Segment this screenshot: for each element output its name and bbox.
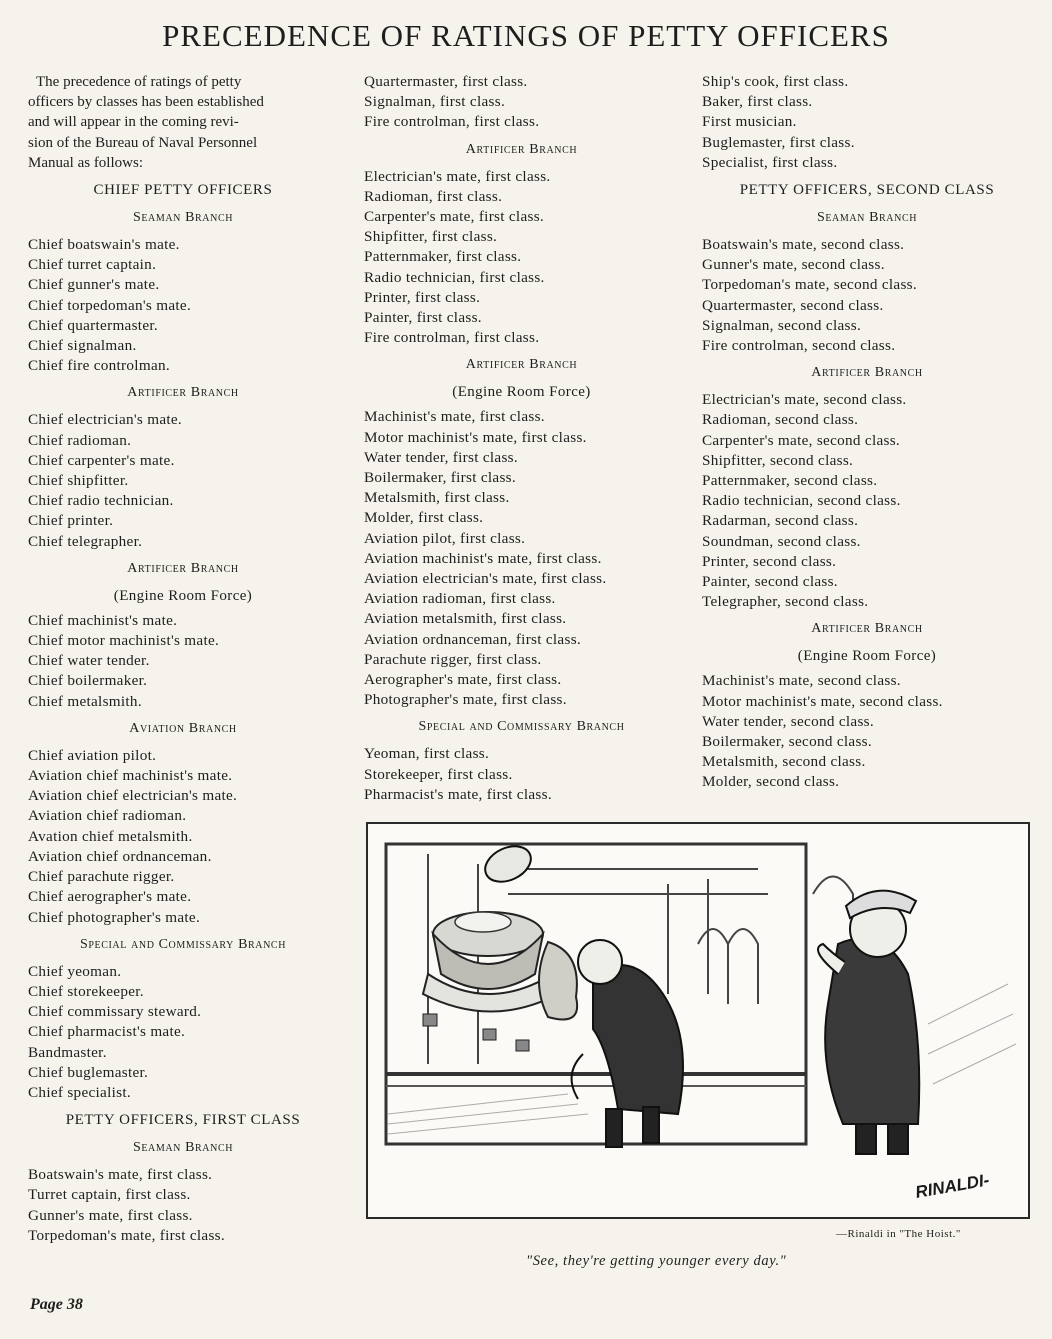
rating-item: Radioman, second class. (702, 411, 859, 429)
rating-item: Avation chief metalsmith. (28, 827, 193, 845)
sub-heading: (Engine Room Force) (452, 384, 591, 401)
rating-item: Chief metalsmith. (28, 692, 142, 710)
column-1 (28, 72, 338, 1246)
cartoon-signature: RINALDI- (913, 1170, 991, 1202)
rating-item: Metalsmith, second class. (702, 753, 866, 771)
rating-item: Photographer's mate, first class. (364, 691, 567, 709)
rating-item: Chief buglemaster. (28, 1063, 149, 1081)
rating-item: Baker, first class. (702, 93, 813, 111)
rating-item: Specialist, first class. (702, 153, 838, 171)
branch-heading: Seaman Branch (132, 1140, 234, 1156)
rating-item: Machinist's mate, first class. (364, 408, 545, 426)
rating-item: Chief aviation pilot. (28, 746, 157, 764)
rating-item: Aviation pilot, first class. (364, 529, 526, 547)
rating-item: Patternmaker, second class. (702, 472, 878, 490)
rating-item: Electrician's mate, second class. (702, 391, 907, 409)
section-heading: CHIEF PETTY OFFICERS (93, 182, 273, 199)
cartoon-credit: —Rinaldi in "The Hoist." (836, 1228, 961, 1240)
rating-item: Printer, second class. (702, 552, 837, 570)
rating-item: Fire controlman, second class. (702, 337, 896, 355)
rating-item: Gunner's mate, first class. (28, 1206, 193, 1224)
rating-item: Aviation machinist's mate, first class. (364, 549, 602, 567)
rating-item: Parachute rigger, first class. (364, 650, 542, 668)
rating-item: Chief shipfitter. (28, 472, 129, 490)
rating-item: Chief fire controlman. (28, 357, 170, 375)
rating-list (702, 390, 1032, 612)
rating-item: Chief boilermaker. (28, 672, 148, 690)
branch-heading: Artificer Branch (127, 385, 239, 401)
rating-item: Soundman, second class. (702, 532, 861, 550)
branch-heading: Artificer Branch (127, 560, 239, 576)
rating-item: Chief parachute rigger. (28, 868, 175, 886)
rating-item: Printer, first class. (364, 288, 481, 306)
rating-item: Motor machinist's mate, first class. (364, 428, 587, 446)
rating-item: Chief photographer's mate. (28, 908, 201, 926)
intro-line: The precedence of ratings of petty (36, 74, 242, 90)
rating-item: Signalman, second class. (702, 316, 862, 334)
branch-heading: Aviation Branch (129, 720, 237, 736)
rating-item: Yeoman, first class. (364, 745, 490, 763)
rating-item: Torpedoman's mate, second class. (702, 276, 917, 294)
rating-item: Aviation metalsmith, first class. (364, 610, 567, 628)
rating-list (28, 746, 338, 928)
column-2 (364, 72, 679, 805)
rating-list (702, 235, 1032, 356)
page-number: Page 38 (30, 1296, 83, 1313)
rating-item: Fire controlman, first class. (364, 113, 540, 131)
rating-item: Telegrapher, second class. (702, 593, 869, 611)
branch-heading: Special and Commissary Branch (418, 719, 625, 735)
rating-item: Chief boatswain's mate. (28, 236, 180, 254)
rating-item: Gunner's mate, second class. (702, 256, 885, 274)
rating-item: Chief machinist's mate. (28, 611, 178, 629)
branch-heading: Artificer Branch (465, 357, 578, 373)
rating-item: Metalsmith, first class. (364, 489, 510, 507)
rating-list (28, 611, 338, 712)
rating-item: Chief radioman. (28, 431, 132, 449)
rating-item: Aviation chief radioman. (28, 807, 187, 825)
rating-item: Electrician's mate, first class. (364, 167, 551, 185)
branch-heading: Artificer Branch (811, 621, 923, 637)
rating-list (364, 72, 679, 133)
rating-item: Aviation chief machinist's mate. (28, 767, 233, 785)
rating-item: Chief yeoman. (28, 962, 122, 980)
intro-line: and will appear in the coming revi- (28, 114, 239, 131)
rating-item: Buglemaster, first class. (702, 133, 855, 151)
rating-item: Quartermaster, first class. (364, 73, 528, 90)
rating-item: Chief water tender. (28, 652, 150, 670)
section-heading: PETTY OFFICERS, FIRST CLASS (65, 1112, 301, 1129)
rating-item: Chief aerographer's mate. (28, 888, 192, 906)
rating-item: Carpenter's mate, second class. (702, 431, 901, 449)
section-heading: PETTY OFFICERS, SECOND CLASS (739, 182, 995, 199)
rating-item: Machinist's mate, second class. (702, 672, 901, 690)
rating-item: Chief quartermaster. (28, 316, 158, 334)
rating-item: Chief motor machinist's mate. (28, 632, 220, 650)
rating-item: Molder, second class. (702, 773, 840, 791)
rating-item: Chief pharmacist's mate. (28, 1023, 186, 1041)
rating-item: Bandmaster. (28, 1043, 107, 1061)
rating-item: Shipfitter, first class. (364, 228, 498, 246)
rating-item: Radio technician, second class. (702, 492, 901, 510)
rating-item: Signalman, first class. (364, 93, 506, 111)
rating-item: Patternmaker, first class. (364, 248, 522, 266)
cartoon-illustration (366, 822, 1030, 1219)
branch-heading: Seaman Branch (132, 210, 234, 226)
rating-item: Boatswain's mate, first class. (28, 1166, 213, 1184)
intro-paragraph (28, 72, 338, 173)
branch-heading: Artificer Branch (811, 365, 923, 381)
rating-item: Chief storekeeper. (28, 982, 144, 1000)
rating-item: Aviation radioman, first class. (364, 590, 556, 608)
rating-list (702, 72, 1032, 173)
rating-item: Water tender, first class. (364, 448, 518, 466)
rating-item: Aviation chief electrician's mate. (28, 787, 238, 805)
rating-item: Storekeeper, first class. (364, 765, 513, 783)
rating-item: Ship's cook, first class. (702, 73, 849, 90)
rating-item: Chief telegrapher. (28, 532, 143, 550)
rating-item: Chief printer. (28, 512, 114, 530)
rating-list (364, 167, 679, 349)
rating-list (28, 235, 338, 376)
rating-item: Chief torpedoman's mate. (28, 296, 192, 314)
rating-item: Quartermaster, second class. (702, 296, 884, 314)
intro-line: Manual as follows: (28, 154, 143, 171)
branch-heading: Seaman Branch (816, 210, 918, 226)
rating-item: Chief turret captain. (28, 256, 157, 274)
rating-list (364, 407, 679, 710)
rating-item: Motor machinist's mate, second class. (702, 692, 943, 710)
column-3 (702, 72, 1032, 793)
rating-item: Pharmacist's mate, first class. (364, 785, 552, 803)
page-title: PRECEDENCE OF RATINGS OF PETTY OFFICERS (162, 18, 890, 53)
rating-item: Water tender, second class. (702, 712, 874, 730)
rating-item: Fire controlman, first class. (364, 329, 540, 347)
intro-line: officers by classes has been established (28, 94, 264, 111)
rating-item: Chief signalman. (28, 337, 137, 355)
rating-item: Torpedoman's mate, first class. (28, 1226, 225, 1244)
rating-item: Chief radio technician. (28, 492, 174, 510)
rating-list (28, 962, 338, 1103)
rating-item: Boilermaker, second class. (702, 733, 872, 751)
rating-item: Radarman, second class. (702, 512, 859, 530)
cartoon-drawing (368, 824, 1024, 1213)
rating-item: Boatswain's mate, second class. (702, 236, 905, 254)
sub-heading: (Engine Room Force) (797, 648, 937, 665)
rating-list (702, 671, 1032, 792)
rating-item: Chief gunner's mate. (28, 276, 160, 294)
cartoon-caption: "See, they're getting younger every day." (526, 1253, 787, 1269)
rating-item: Chief carpenter's mate. (28, 451, 175, 469)
rating-item: Aviation ordnanceman, first class. (364, 630, 581, 648)
rating-item: First musician. (702, 113, 797, 131)
rating-item: Boilermaker, first class. (364, 469, 516, 487)
rating-item: Aviation electrician's mate, first class. (364, 570, 607, 588)
sub-heading: (Engine Room Force) (113, 587, 253, 604)
rating-item: Painter, second class. (702, 573, 838, 591)
rating-item: Molder, first class. (364, 509, 484, 527)
rating-item: Chief commissary steward. (28, 1003, 202, 1021)
rating-item: Chief electrician's mate. (28, 411, 183, 429)
intro-line: sion of the Bureau of Naval Personnel (28, 134, 258, 151)
branch-heading: Special and Commissary Branch (79, 936, 287, 952)
rating-list (364, 744, 679, 805)
branch-heading: Artificer Branch (465, 141, 578, 157)
rating-item: Painter, first class. (364, 309, 482, 327)
rating-item: Radio technician, first class. (364, 268, 545, 286)
rating-item: Turret captain, first class. (28, 1186, 191, 1204)
rating-item: Radioman, first class. (364, 187, 503, 205)
rating-list (28, 1165, 338, 1246)
rating-item: Shipfitter, second class. (702, 451, 854, 469)
rating-list (28, 410, 338, 551)
rating-item: Chief specialist. (28, 1083, 131, 1101)
rating-item: Aviation chief ordnanceman. (28, 847, 212, 865)
rating-item: Carpenter's mate, first class. (364, 208, 545, 226)
rating-item: Aerographer's mate, first class. (364, 671, 562, 689)
